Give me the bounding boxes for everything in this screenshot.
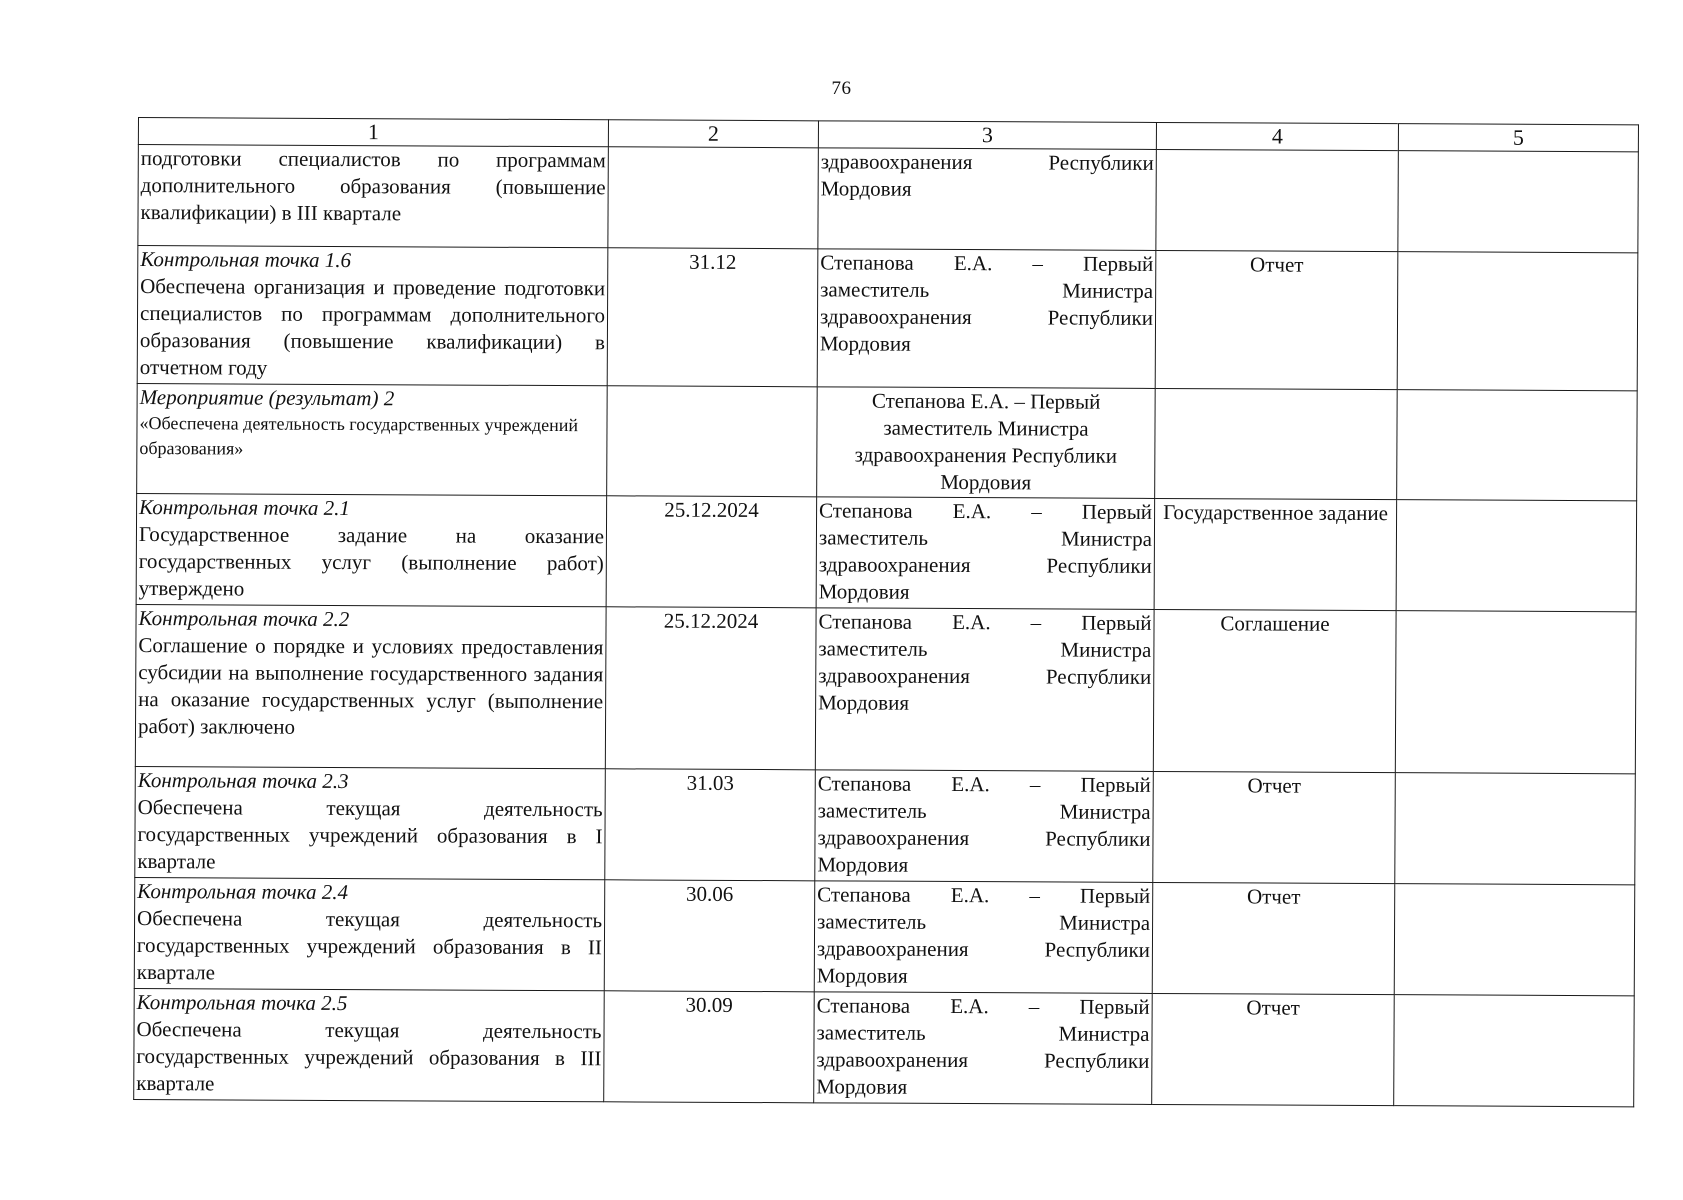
task-cell: [137, 246, 608, 386]
column-5-cell: [1394, 995, 1635, 1107]
task-description: Обеспечена текущая деятельность государственных учреждений образования в I квартале: [137, 795, 603, 874]
table-row: [134, 988, 1635, 1106]
plan-table: [133, 117, 1639, 1107]
date-cell: 30.06: [604, 880, 815, 992]
responsible-text: Степанова Е.А. – Первый заместитель Министра здравоохранения Республики Мордовия: [818, 609, 1152, 715]
table-body: [134, 145, 1639, 1107]
responsible-cell: [815, 608, 1154, 772]
task-description: Обеспечена текущая деятельность государственных учреждений образования в II квартале: [136, 906, 603, 985]
responsible-text: Степанова Е.А. – Первый заместитель Министра здравоохранения Республики Мордовия: [816, 993, 1150, 1099]
table-row: [135, 604, 1636, 773]
page-number: 76: [831, 78, 852, 99]
column-5-cell: [1396, 500, 1637, 612]
table-row: [137, 383, 1638, 500]
header-col-4: 4: [1156, 122, 1398, 150]
responsible-cell: [814, 881, 1153, 994]
header-col-2: 2: [608, 120, 818, 148]
document-cell: Отчет: [1153, 771, 1396, 883]
task-cell: [136, 493, 607, 606]
responsible-text: Степанова Е.А. – Первый заместитель Министра здравоохранения Республики Мордовия: [818, 498, 1153, 604]
table-row: [138, 145, 1638, 253]
responsible-cell: [817, 387, 1156, 499]
column-5-cell: [1397, 390, 1638, 501]
column-5-cell: [1394, 884, 1635, 996]
responsible-text: Степанова Е.А. – Первый заместитель Министра здравоохранения Республики Мордовия: [817, 771, 1151, 877]
task-title: Контрольная точка 1.6: [140, 247, 352, 273]
date-cell: [607, 386, 818, 497]
date-cell: [608, 147, 818, 249]
column-5-cell: [1398, 151, 1638, 253]
table-row: [136, 493, 1637, 611]
responsible-cell: [818, 148, 1156, 251]
table-row: [134, 877, 1635, 995]
date-cell: 31.03: [605, 769, 816, 881]
task-cell: [134, 877, 605, 990]
task-description: Обеспечена текущая деятельность государственных учреждений образования в III квартале: [136, 1017, 602, 1096]
task-title: Контрольная точка 2.4: [137, 879, 349, 905]
responsible-text: Степанова Е.А. – Первый заместитель Министра здравоохранения Республики Мордовия: [816, 882, 1151, 988]
date-cell: 25.12.2024: [605, 607, 816, 770]
header-col-5: 5: [1398, 124, 1638, 152]
document-cell: [1156, 149, 1398, 251]
document-cell: [1155, 388, 1398, 499]
task-description: Соглашение о порядке и условиях предоставления субсидии на выполнение государственного задания на оказание государственных услуг (выполнение работ) заключено: [137, 633, 604, 739]
header-col-3: 3: [818, 121, 1156, 150]
responsible-text: Степанова Е.А. – Первый заместитель Министра здравоохранения Республики Мордовия: [819, 250, 1154, 356]
responsible-text: Степанова Е.А. – Первый заместитель Министра здравоохранения Республики Мордовия: [854, 388, 1118, 495]
task-title: Контрольная точка 2.3: [137, 768, 349, 794]
document-cell: Отчет: [1152, 882, 1395, 994]
responsible-text: здравоохранения Республики Мордовия: [820, 149, 1154, 201]
task-cell: [135, 766, 606, 879]
document-cell: Отчет: [1152, 993, 1395, 1105]
task-title: Контрольная точка 2.5: [136, 990, 348, 1016]
task-title: Контрольная точка 2.1: [139, 495, 350, 521]
responsible-cell: [816, 497, 1155, 610]
table-row: [135, 766, 1636, 884]
document-cell: Отчет: [1155, 250, 1398, 389]
responsible-cell: [815, 770, 1154, 883]
column-5-cell: [1397, 252, 1638, 391]
document-cell: Соглашение: [1153, 609, 1396, 772]
responsible-cell: [814, 992, 1153, 1105]
column-5-cell: [1395, 611, 1636, 774]
task-description: Государственное задание на оказание государственных услуг (выполнение работ) утверждено: [138, 522, 605, 601]
task-title: Мероприятие (результат) 2: [139, 385, 395, 411]
date-cell: 31.12: [607, 248, 818, 387]
task-description: «Обеспечена деятельность государственных учреждений образования»: [139, 413, 579, 459]
column-5-cell: [1395, 773, 1636, 885]
task-description: подготовки специалистов по программам дополнительного образования (повышение квалификации) в III квартале: [140, 146, 606, 226]
table-row: [137, 246, 1638, 391]
task-title: Контрольная точка 2.2: [138, 606, 350, 632]
task-cell: [134, 988, 605, 1101]
task-cell: [135, 604, 606, 768]
document-cell: Государственное задание: [1154, 498, 1397, 610]
header-col-1: 1: [138, 118, 608, 147]
date-cell: 25.12.2024: [606, 496, 817, 608]
task-description: Обеспечена организация и проведение подготовки специалистов по программам дополнительного образования (повышение квалификации) в отчетном году: [139, 274, 606, 380]
date-cell: 30.09: [604, 991, 815, 1103]
task-cell: [138, 145, 608, 248]
task-cell: [137, 383, 608, 495]
responsible-cell: [817, 249, 1156, 389]
